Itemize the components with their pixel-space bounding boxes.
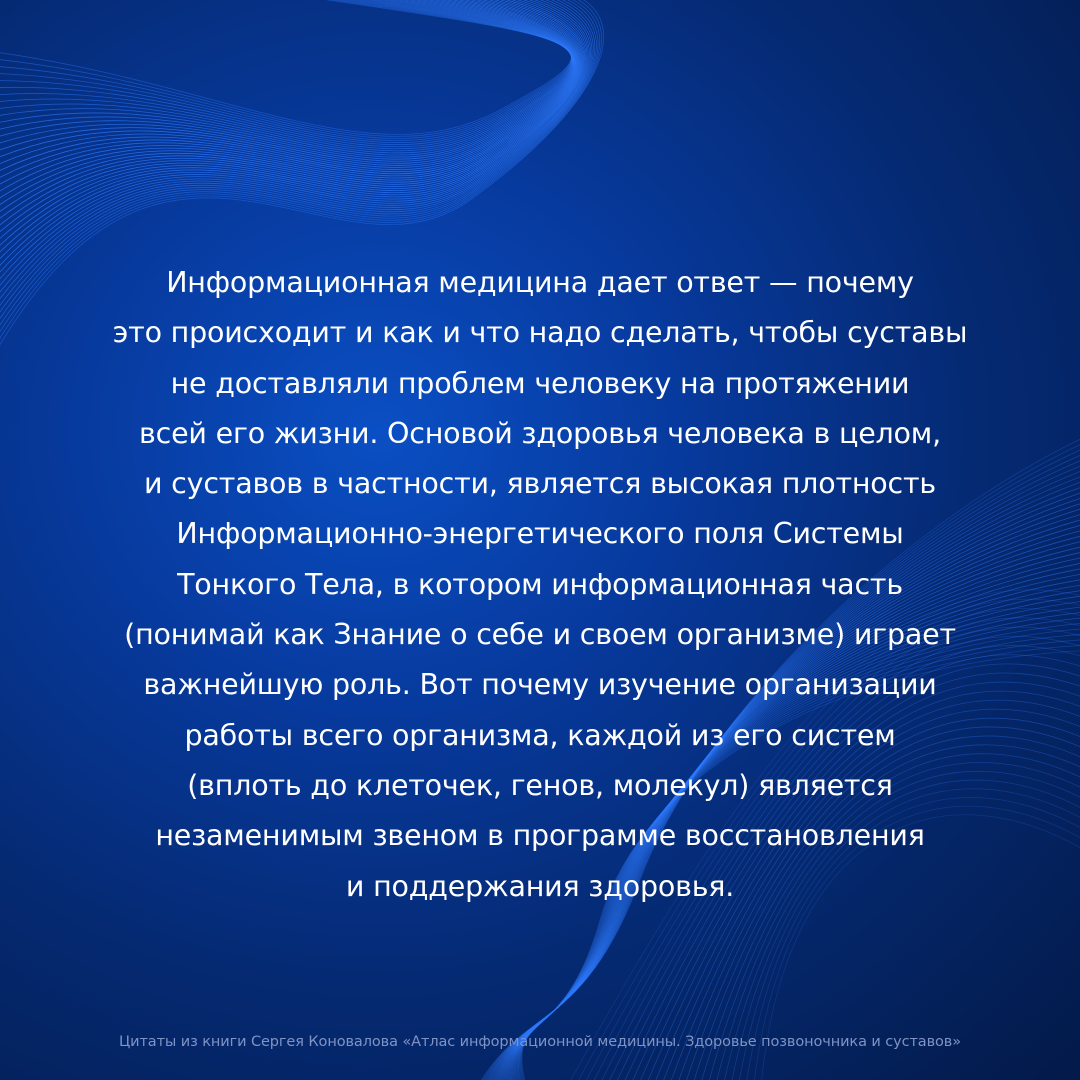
wave-line <box>0 0 581 242</box>
source-caption: Цитаты из книги Сергея Коновалова «Атлас информационной медицины. Здоровье позвоночника и суставов» <box>118 1034 962 1050</box>
quote-line: (понимай как Знание о себе и своем организме) играет <box>124 618 956 652</box>
quote-line: Информационная медицина дает ответ — почему <box>166 266 914 299</box>
quote-line: Информационно-энергетического поля Системы <box>176 517 904 551</box>
quote-line: не доставляли проблем человеку на протяжении <box>170 366 910 400</box>
quote-line: и суставов в частности, является высокая плотность <box>144 467 936 501</box>
quote-line: (вплоть до клеточек, генов, молекул) является <box>187 768 893 802</box>
quote-line: и поддержания здоровья. <box>345 869 735 903</box>
quote-line: Тонкого Тела, в котором информационная часть <box>177 567 903 601</box>
quote-text <box>80 258 1000 912</box>
wave-line <box>0 0 584 273</box>
quote-line: важнейшую роль. Вот почему изучение организации <box>143 668 937 702</box>
quote-line: всей его жизни. Основой здоровья человека в целом, <box>139 416 941 450</box>
quote-line: работы всего организма, каждой из его систем <box>184 718 896 752</box>
wave-line <box>0 0 576 188</box>
quote-line: незаменимым звеном в программе восстановления <box>155 819 925 853</box>
quote-line: это происходит и как и что надо сделать, чтобы суставы <box>112 316 968 350</box>
wave-line <box>0 0 576 180</box>
